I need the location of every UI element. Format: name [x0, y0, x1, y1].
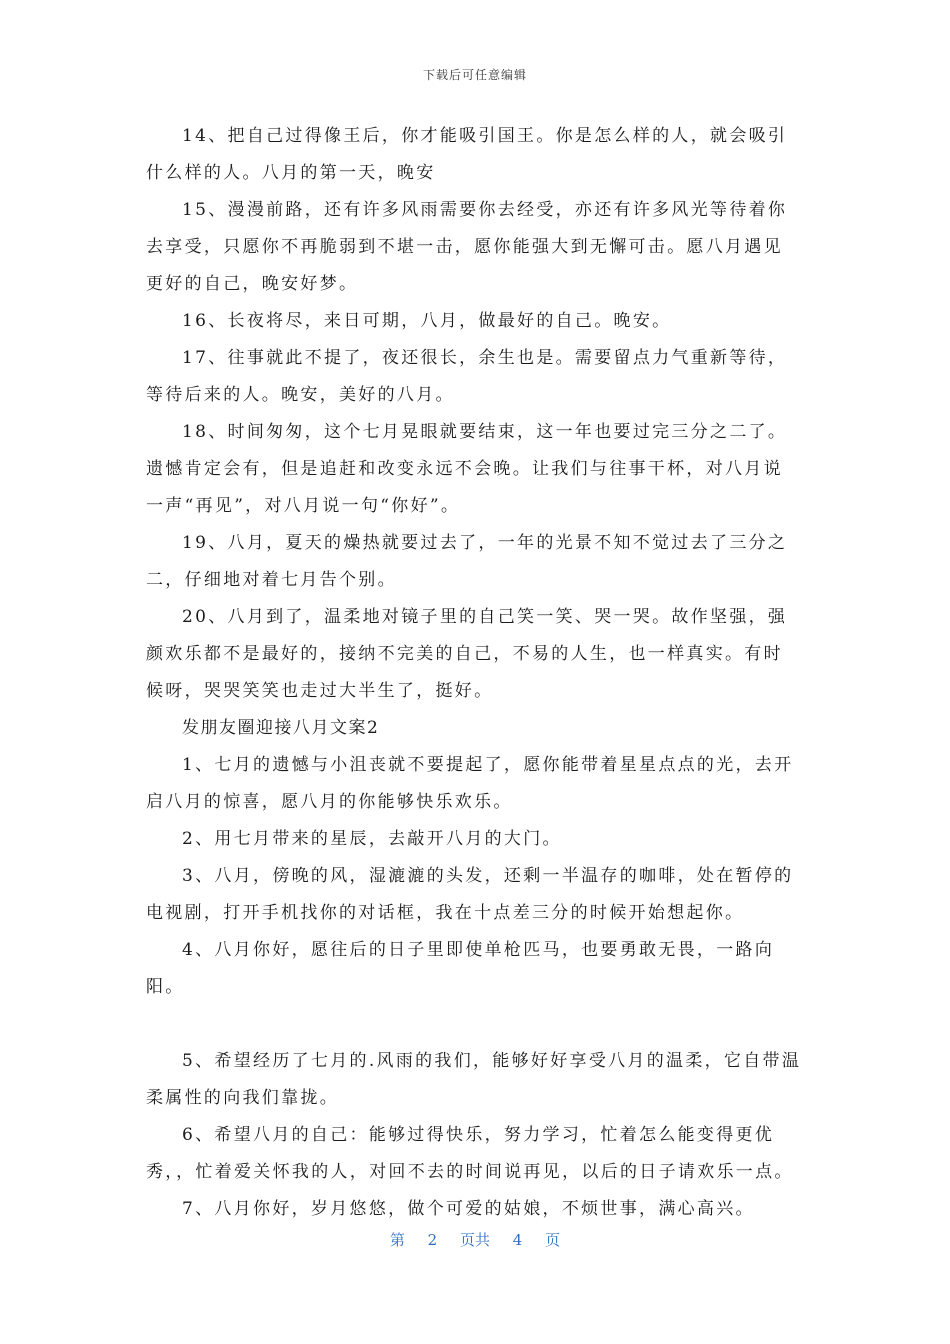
footer-prefix: 第 [389, 1231, 405, 1249]
paragraph-20: 20、八月到了，温柔地对镜子里的自己笑一笑、哭一哭。故作坚强，强颜欢乐都不是最好的，接纳不完美的自己，不易的人生，也一样真实。有时候呀，哭哭笑笑也走过大半生了，挺好。 [146, 607, 788, 701]
paragraph-17: 17、往事就此不提了，夜还很长，余生也是。需要留点力气重新等待，等待后来的人。晚安，美好的八月。 [146, 348, 788, 405]
paragraph-s2-7: 7、八月你好，岁月悠悠，做个可爱的姑娘，不烦世事，满心高兴。 [182, 1199, 755, 1219]
paragraph-18: 18、时间匆匆，这个七月晃眼就要结束，这一年也要过完三分之二了。遗憾肯定会有，但是追赶和改变永远不会晚。让我们与往事干杯，对八月说一声“再见”，对八月说一句“你好”。 [146, 422, 788, 516]
footer-middle: 页共 [459, 1231, 490, 1249]
page-header: 下载后可任意编辑 [422, 68, 527, 82]
page-footer [0, 1229, 950, 1250]
paragraph-s2-2: 2、用七月带来的星辰，去敲开八月的大门。 [182, 829, 562, 849]
blank-line [146, 1006, 802, 1043]
footer-total-pages: 4 [512, 1231, 523, 1249]
paragraph-s2-4: 4、八月你好，愿往后的日子里即使单枪匹马，也要勇敢无畏，一路向阳。 [146, 940, 775, 997]
paragraph-s2-6: 6、希望八月的自己：能够过得快乐，努力学习，忙着怎么能变得更优秀，，忙着爱关怀我的人，对回不去的时间说再见，以后的日子请欢乐一点。 [146, 1125, 794, 1182]
section-title: 发朋友圈迎接八月文案2 [182, 718, 380, 738]
footer-suffix: 页 [545, 1231, 561, 1249]
paragraph-s2-3: 3、八月，傍晚的风，湿漉漉的头发，还剩一半温存的咖啡，处在暂停的电视剧，打开手机找你的对话框，我在十点差三分的时候开始想起你。 [146, 866, 794, 923]
paragraph-15: 15、漫漫前路，还有许多风雨需要你去经受，亦还有许多风光等待着你去享受，只愿你不再脆弱到不堪一击，愿你能强大到无懈可击。愿八月遇见更好的自己，晚安好梦。 [146, 200, 788, 294]
paragraph-14: 14、把自己过得像王后，你才能吸引国王。你是怎么样的人，就会吸引什么样的人。八月的第一天，晚安 [146, 126, 788, 183]
document-body [146, 118, 802, 1228]
footer-page-number: 2 [427, 1231, 438, 1249]
paragraph-s2-1: 1、七月的遗憾与小沮丧就不要提起了，愿你能带着星星点点的光，去开启八月的惊喜，愿八月的你能够快乐欢乐。 [146, 755, 794, 812]
paragraph-s2-5: 5、希望经历了七月的.风雨的我们，能够好好享受八月的温柔，它自带温柔属性的向我们靠拢。 [146, 1051, 802, 1108]
paragraph-16: 16、长夜将尽，来日可期，八月，做最好的自己。晚安。 [182, 311, 672, 331]
paragraph-19: 19、八月，夏天的燥热就要过去了，一年的光景不知不觉过去了三分之二，仔细地对着七月告个别。 [146, 533, 788, 590]
